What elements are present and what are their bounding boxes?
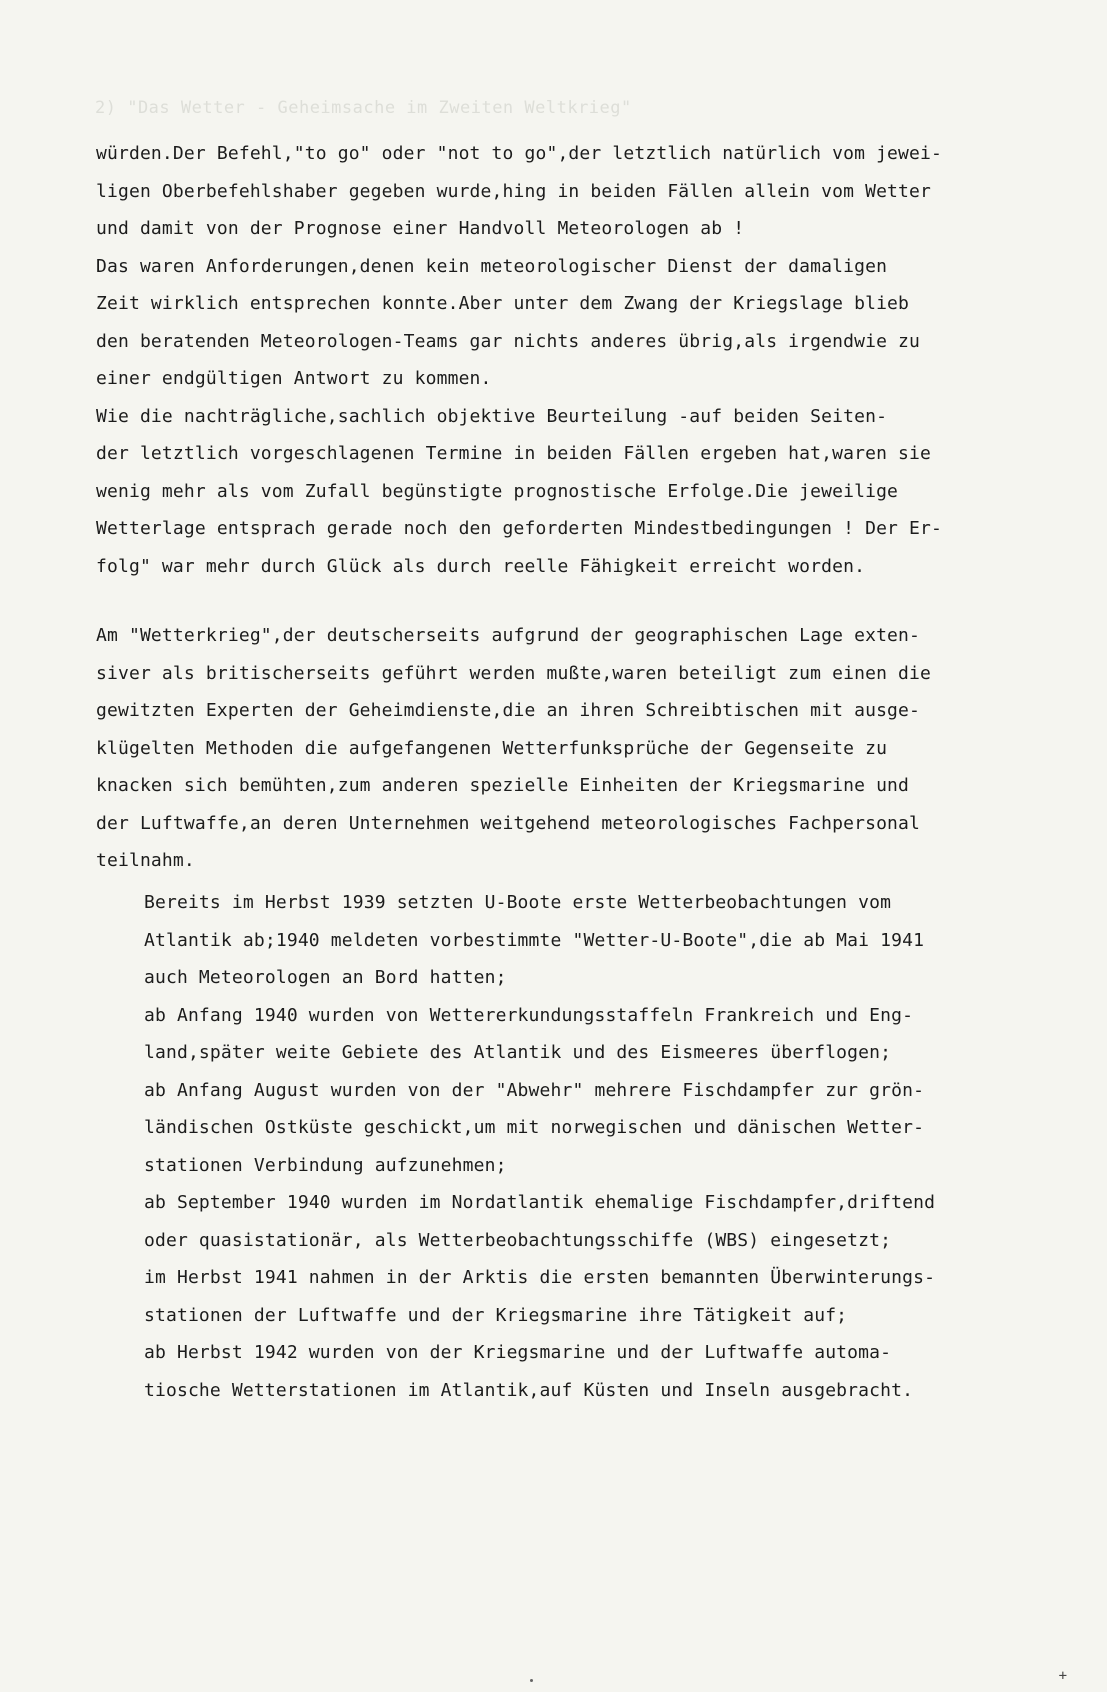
text-line: tiosche Wetterstationen im Atlantik,auf Küsten und Inseln ausgebracht. — [144, 1379, 914, 1401]
text-line: ab Anfang August wurden von der "Abwehr" mehrere Fischdampfer zur grön- — [144, 1079, 925, 1101]
text-line: siver als britischerseits geführt werden mußte,waren beteiligt zum einen die — [96, 662, 932, 684]
bleed-through-heading: 2) "Das Wetter - Geheimsache im Zweiten Weltkrieg" — [95, 98, 632, 118]
text-line: ligen Oberbefehlshaber gegeben wurde,hing in beiden Fällen allein vom Wetter — [96, 180, 932, 202]
scan-speck — [530, 1679, 533, 1682]
text-line: der letztlich vorgeschlagenen Termine in beiden Fällen ergeben hat,waren sie — [96, 443, 932, 464]
text-line: Atlantik ab;1940 meldeten vorbestimmte "Wetter-U-Boote",die ab Mai 1941 — [144, 929, 925, 951]
text-line: folg" war mehr durch Glück als durch reelle Fähigkeit erreicht worden. — [96, 555, 866, 577]
text-line: Bereits im Herbst 1939 setzten U-Boote erste Wetterbeobachtungen vom — [144, 892, 892, 913]
text-line: der Luftwaffe,an deren Unternehmen weitgehend meteorologisches Fachpersonal — [96, 812, 921, 834]
text-line: teilnahm. — [96, 850, 195, 871]
paragraph-forecast-pressure — [96, 135, 1056, 585]
text-line: oder quasistationär, als Wetterbeobachtungsschiffe (WBS) eingesetzt; — [144, 1229, 892, 1251]
text-line: gewitzten Experten der Geheimdienste,die an ihren Schreibtischen mit ausge- — [96, 700, 921, 721]
text-line: ab Anfang 1940 wurden von Wettererkundungsstaffeln Frankreich und Eng- — [144, 1004, 914, 1026]
text-line: knacken sich bemühten,zum anderen spezielle Einheiten der Kriegsmarine und — [96, 775, 910, 796]
text-line: land,später weite Gebiete des Atlantik und des Eismeeres überflogen; — [144, 1042, 892, 1063]
text-line: ländischen Ostküste geschickt,um mit norwegischen und dänischen Wetter- — [144, 1117, 925, 1138]
text-line: und damit von der Prognose einer Handvoll Meteorologen ab ! — [96, 218, 745, 239]
text-line: den beratenden Meteorologen-Teams gar nichts anderes übrig,als irgendwie zu — [96, 330, 921, 352]
text-line: würden.Der Befehl,"to go" oder "not to go",der letztlich natürlich vom jewei- — [96, 143, 942, 164]
paragraph-chronology — [96, 884, 1056, 1409]
text-line: ab Herbst 1942 wurden von der Kriegsmarine und der Luftwaffe automa- — [144, 1342, 892, 1363]
text-line: wenig mehr als vom Zufall begünstigte prognostische Erfolge.Die jeweilige — [96, 480, 899, 502]
text-line: einer endgültigen Antwort zu kommen. — [96, 368, 492, 389]
scan-corner-mark: + — [1058, 1668, 1067, 1684]
text-line: Das waren Anforderungen,denen kein meteorologischer Dienst der damaligen — [96, 255, 888, 277]
text-line: Zeit wirklich entsprechen konnte.Aber unter dem Zwang der Kriegslage blieb — [96, 293, 910, 314]
text-line: im Herbst 1941 nahmen in der Arktis die ersten bemannten Überwinterungs- — [144, 1267, 936, 1288]
text-line: Am "Wetterkrieg",der deutscherseits aufgrund der geographischen Lage exten- — [96, 625, 921, 646]
text-line: Wie die nachträgliche,sachlich objektive Beurteilung -auf beiden Seiten- — [96, 405, 888, 427]
text-line: ab September 1940 wurden im Nordatlantik ehemalige Fischdampfer,driftend — [144, 1192, 936, 1213]
text-line: Wetterlage entsprach gerade noch den geforderten Mindestbedingungen ! Der Er- — [96, 518, 942, 539]
text-line: auch Meteorologen an Bord hatten; — [144, 967, 507, 988]
text-line: stationen der Luftwaffe und der Kriegsmarine ihre Tätigkeit auf; — [144, 1304, 848, 1326]
paragraph-weather-war — [96, 617, 1056, 880]
text-line: stationen Verbindung aufzunehmen; — [144, 1154, 507, 1176]
text-line: klügelten Methoden die aufgefangenen Wetterfunksprüche der Gegenseite zu — [96, 737, 888, 759]
